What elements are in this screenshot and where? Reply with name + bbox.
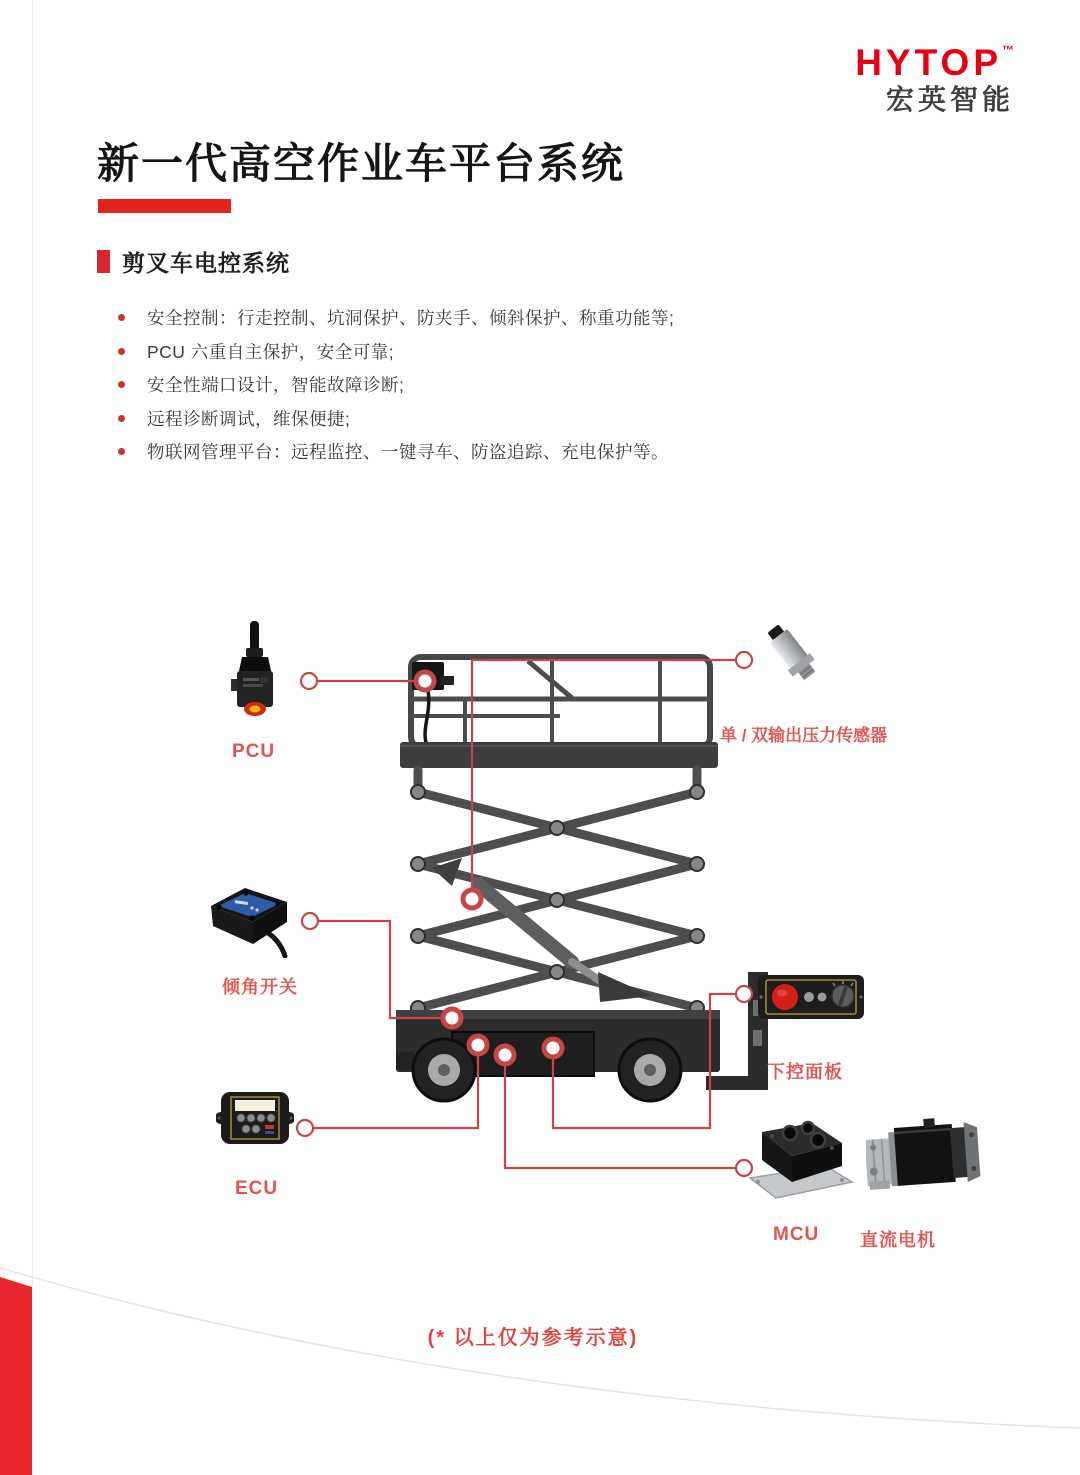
label-pcu: PCU [232, 741, 276, 762]
lift-platform-guardrail [411, 657, 710, 747]
tilt-switch-image [205, 880, 295, 958]
label-tilt-switch: 倾角开关 [222, 977, 298, 997]
diagram-footnote: (* 以上仅为参考示意) [427, 1327, 639, 1349]
section-heading-text: 剪叉车电控系统 [122, 250, 290, 276]
dc-motor-image [866, 1118, 982, 1200]
bullet-text: 安全控制：行走控制、坑洞保护、防夹手、倾斜保护、称重功能等; [147, 308, 675, 329]
lift-platform-deck [400, 742, 718, 768]
bullet-text: 远程诊断调试，维保便捷; [147, 408, 351, 429]
label-lower-control-panel: 下控面板 [767, 1062, 843, 1082]
label-ecu: ECU [235, 1178, 279, 1199]
label-dc-motor: 直流电机 [860, 1230, 936, 1250]
corner-red-ribbon [0, 1277, 32, 1475]
label-mcu: MCU [773, 1224, 820, 1245]
pcu-image [230, 621, 280, 719]
pressure-sensor-image [762, 622, 822, 684]
bullet-text: 安全性端口设计，智能故障诊断; [147, 375, 405, 396]
lower-control-panel-image [758, 975, 868, 1023]
mcu-image [748, 1116, 854, 1202]
page-title: 新一代高空作业车平台系统 [97, 140, 626, 187]
lift-scissor-pivots [411, 785, 704, 1015]
logo-tm: ™ [1002, 43, 1014, 57]
logo-subtitle: 宏英智能 [885, 84, 1014, 115]
bullet-text: 物联网管理平台：远程监控、一键寻车、防盗追踪、充电保护等。 [147, 442, 669, 463]
logo-wordmark: HYTOP [855, 42, 1002, 83]
bullet-text: PCU 六重自主保护，安全可靠; [147, 341, 395, 362]
label-pressure-sensor: 单 / 双输出压力传感器 [720, 726, 888, 745]
ecu-image [216, 1090, 294, 1148]
